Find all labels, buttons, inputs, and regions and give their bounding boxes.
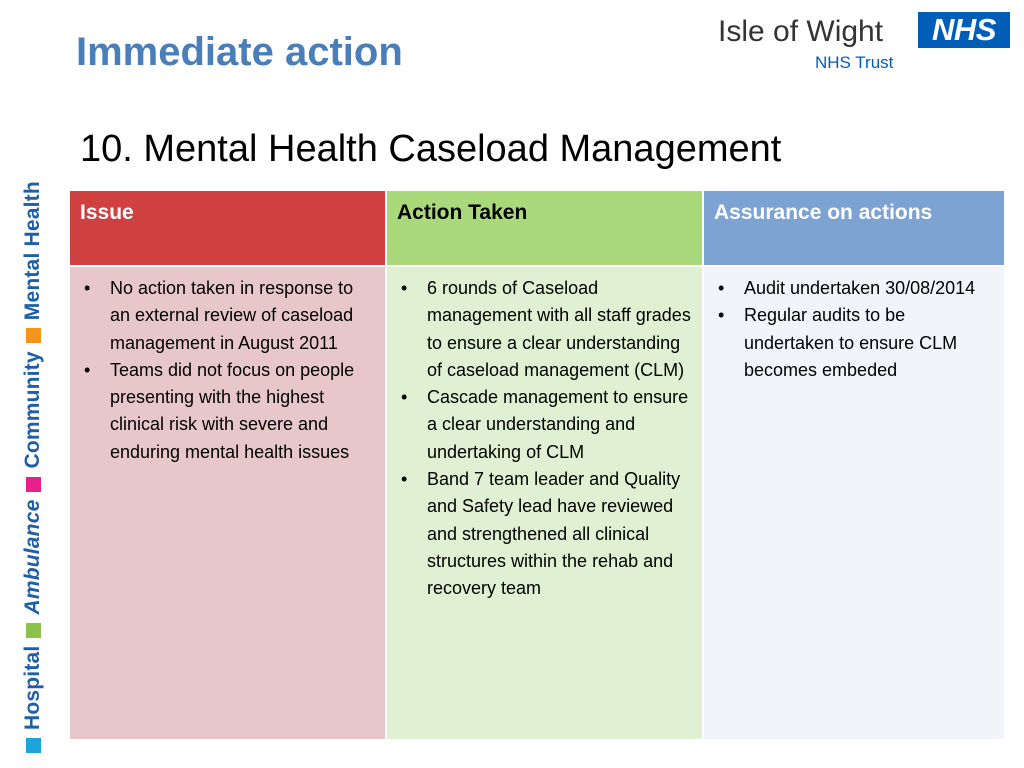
list-item: • Band 7 team leader and Quality and Safety lead have reviewed and strengthened all clinical structures within the rehab and recovery team — [395, 466, 692, 602]
assurance-list — [712, 275, 994, 384]
assurance-header: Assurance on actions — [703, 190, 1005, 266]
list-item: • Regular audits to be undertaken to ensure CLM becomes embeded — [712, 302, 994, 384]
issue-cell — [69, 266, 386, 740]
action-taken-header: Action Taken — [386, 190, 703, 266]
mental-health-square-icon — [26, 328, 41, 343]
hospital-square-icon — [26, 738, 41, 753]
nhs-logo: NHS — [918, 12, 1010, 48]
issue-list — [78, 275, 375, 466]
side-strip-mental-health: Mental Health — [21, 181, 44, 321]
slide-heading: Immediate action — [76, 30, 403, 74]
side-strip-ambulance: Ambulance — [21, 499, 44, 615]
community-square-icon — [26, 477, 41, 492]
ambulance-square-icon — [26, 623, 41, 638]
list-item: • Audit undertaken 30/08/2014 — [712, 275, 994, 302]
logo-trust-line: NHS Trust — [815, 53, 894, 72]
side-strip-community: Community — [21, 351, 44, 469]
side-strip-hospital: Hospital — [21, 645, 44, 730]
action-table — [68, 189, 1006, 741]
list-item: • Cascade management to ensure a clear understanding and undertaking of CLM — [395, 384, 692, 466]
side-strip-row — [20, 25, 46, 753]
table-row — [69, 266, 1005, 740]
list-item: • No action taken in response to an external review of caseload management in August 2011 — [78, 275, 375, 357]
assurance-cell — [703, 266, 1005, 740]
issue-header: Issue — [69, 190, 386, 266]
action-list — [395, 275, 692, 603]
list-item: • Teams did not focus on people presenting with the highest clinical risk with severe and enduring mental health issues — [78, 357, 375, 466]
table-header-row — [69, 190, 1005, 266]
side-strip — [20, 25, 46, 753]
list-item: • 6 rounds of Caseload management with all staff grades to ensure a clear understanding of caseload management (CLM) — [395, 275, 692, 384]
logo-org-name: Isle of Wight — [718, 15, 884, 48]
slide-subtitle: 10. Mental Health Caseload Management — [80, 128, 782, 170]
action-cell — [386, 266, 703, 740]
